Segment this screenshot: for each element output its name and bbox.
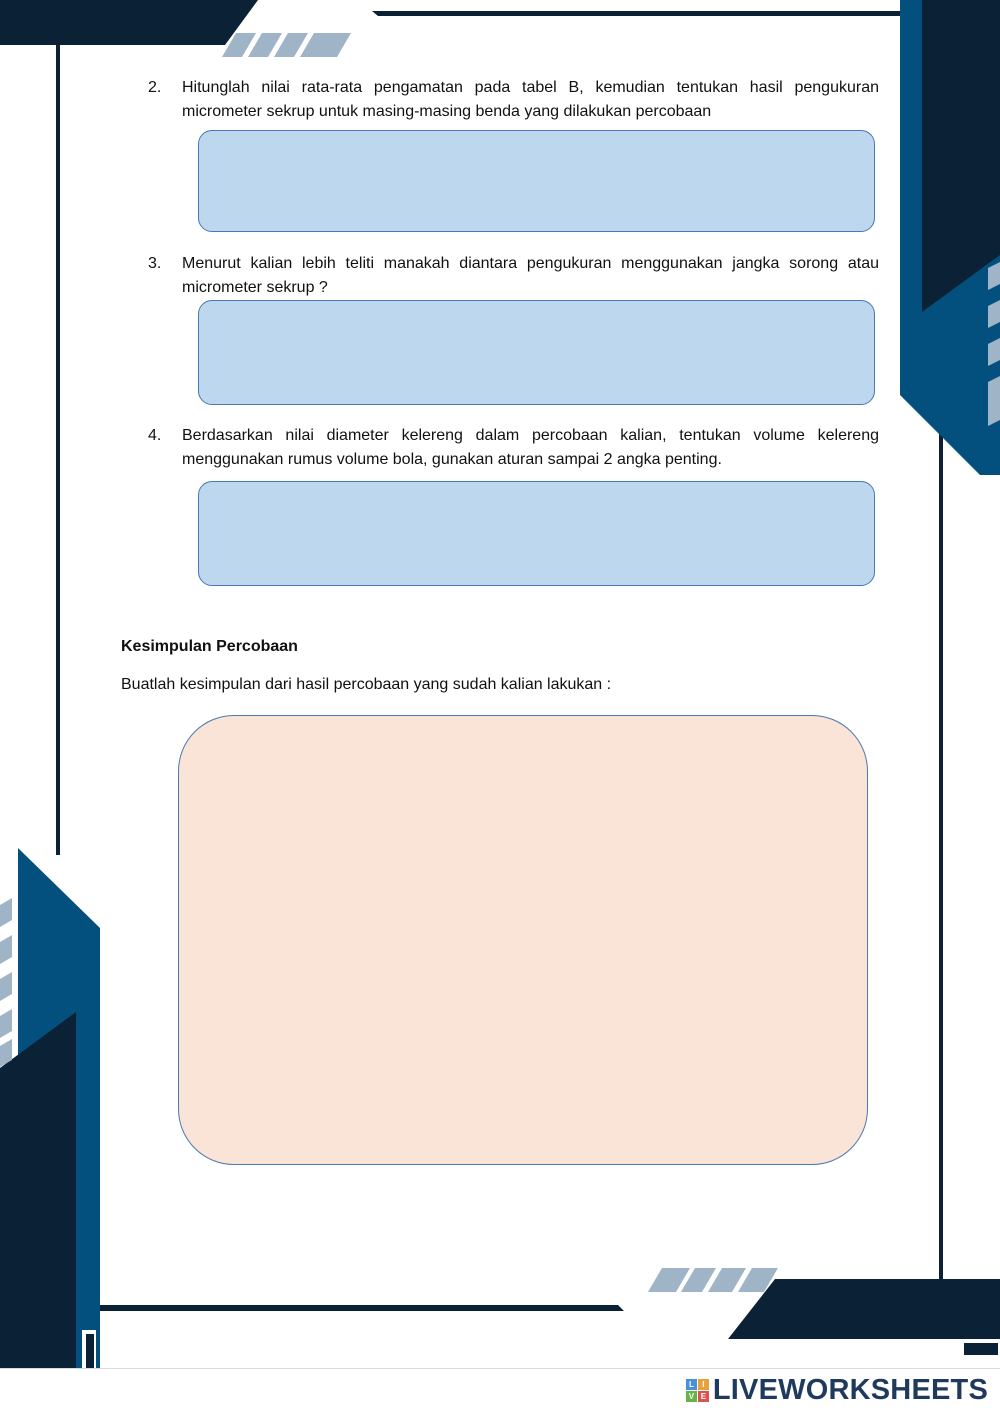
answer-box-2[interactable] [198,130,875,232]
conclusion-instruction: Buatlah kesimpulan dari hasil percobaan yang sudah kalian lakukan : [121,676,612,693]
bottom-line [100,1305,624,1311]
question-number: 3. [148,255,162,272]
liveworksheets-logo[interactable] [686,1372,988,1408]
question-text: Hitunglah nilai rata-rata pengamatan pada tabel B, kemudian tentukan hasil pengukuran micrometer sekrup untuk masing-masing benda yang dilakukan percobaan [182,79,879,120]
bottom-right-band [728,1279,1000,1339]
question-2 [148,76,879,124]
bottom-right-bar [964,1343,998,1355]
question-text: Menurut kalian lebih teliti manakah diantara pengukuran menggunakan jangka sorong atau micrometer sekrup ? [182,255,879,296]
answer-box-3[interactable] [198,300,875,405]
top-stripes [222,33,351,57]
question-3 [148,252,879,300]
conclusion-heading: Kesimpulan Percobaan [121,638,298,655]
question-4 [148,424,879,472]
liveworksheets-icon [686,1379,709,1402]
question-number: 4. [148,427,162,444]
top-line [372,11,900,16]
bottom-stripes [648,1268,778,1292]
icon-letter: E [698,1391,709,1402]
brand-name: LIVEWORKSHEETS [712,1373,988,1406]
answer-box-4[interactable] [198,481,875,586]
conclusion-answer-box[interactable] [178,715,868,1165]
left-frame-line [56,45,60,855]
bottom-left-dark-shape [0,1012,76,1368]
left-stripes [0,898,12,1067]
right-frame-line [939,420,943,1280]
icon-letter: V [686,1391,697,1402]
question-number: 2. [148,79,162,96]
top-left-band [0,0,258,45]
question-text: Berdasarkan nilai diameter kelereng dalam percobaan kalian, tentukan volume kelereng menggunakan rumus volume bola, gunakan aturan sampai 2 angka penting. [182,427,879,468]
icon-letter: I [698,1379,709,1390]
icon-letter: L [686,1379,697,1390]
bottom-left-notch-inner [86,1334,94,1368]
